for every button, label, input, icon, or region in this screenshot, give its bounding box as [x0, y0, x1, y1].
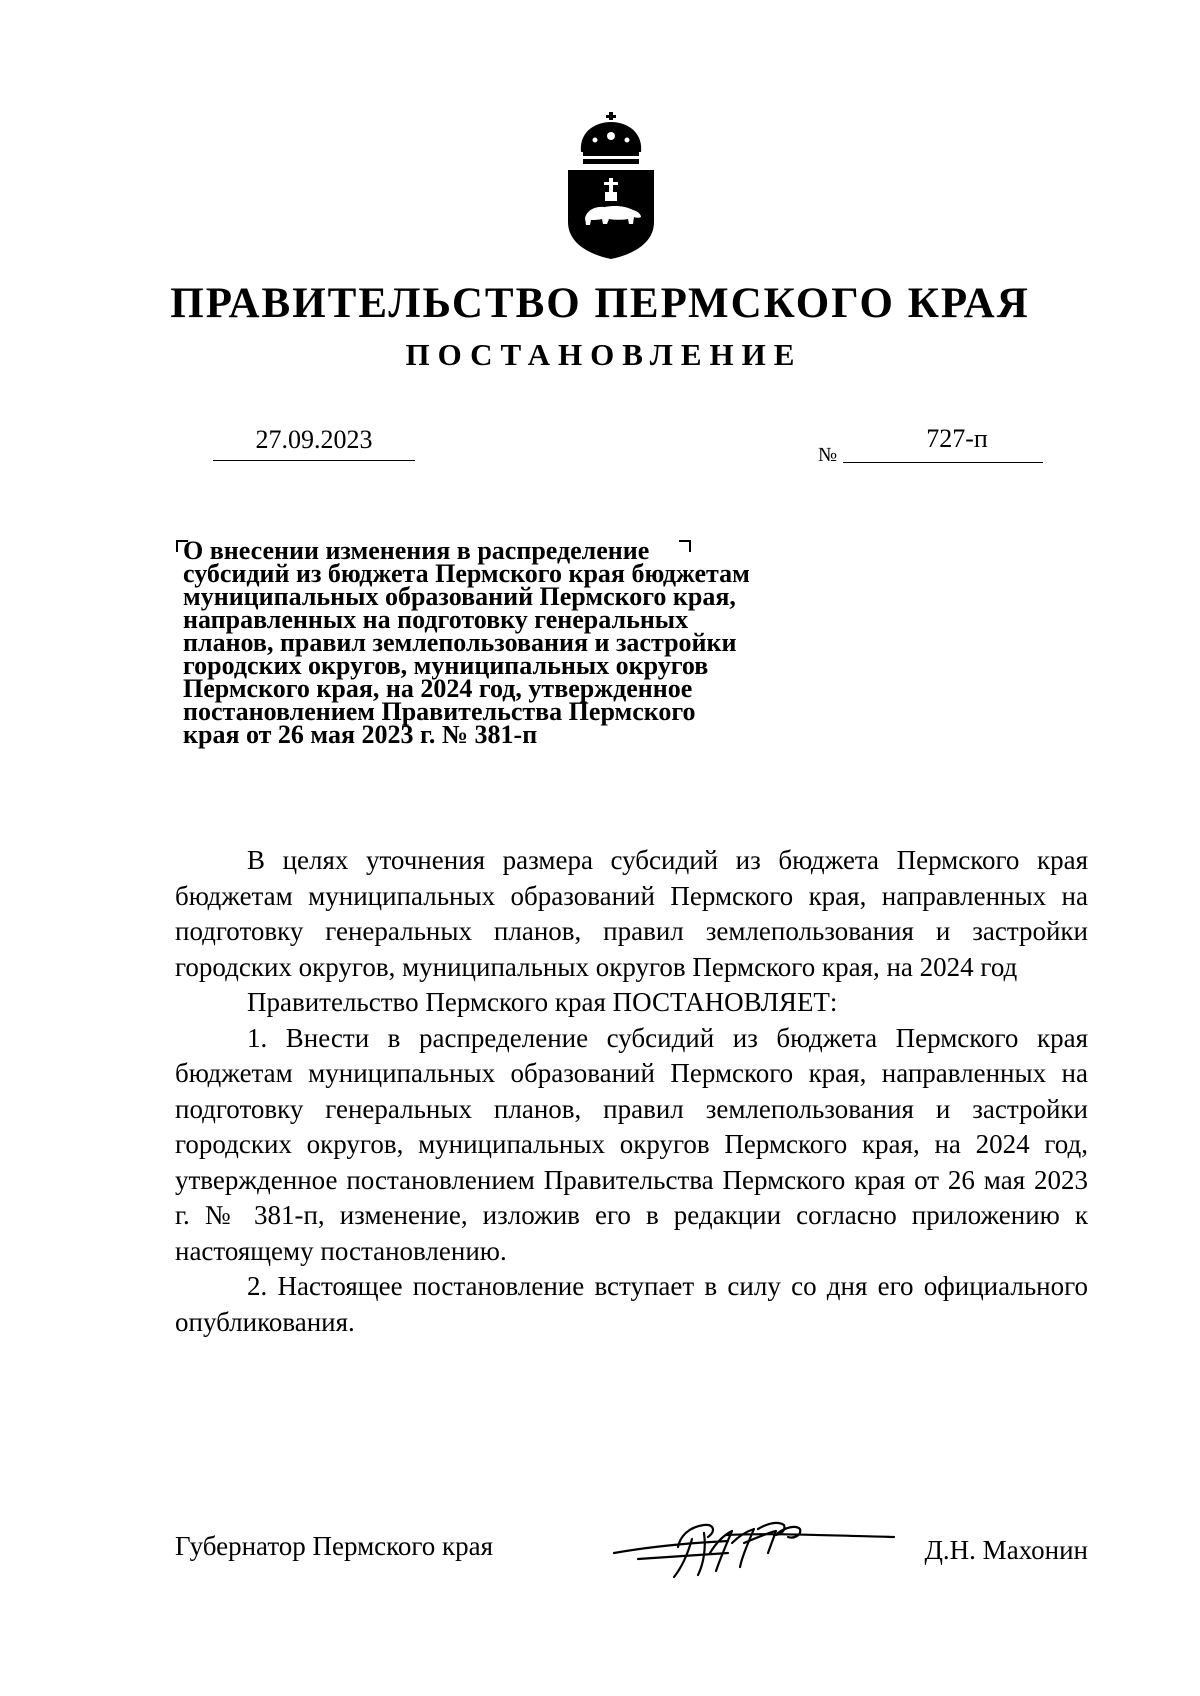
number-sign: № — [818, 444, 838, 466]
document-heading — [183, 536, 823, 749]
document-type: ПОСТАНОВЛЕНИЕ — [405, 337, 803, 372]
signatory-position: Губернатор Пермского края — [175, 1531, 494, 1561]
clause-1-paragraph: 1. Внести в распределение субсидий из бюджета Пермского края бюджетам муниципальных образований Пермского края, направленных на подготовку генеральных планов, правил землепользования и застройки городских округов, муниципальных округов Пермского края, на 2024 год, утвержденное постановлением Правительства Пермского края от 26 мая 2023 г. № 381-п, изменение, изложив его в редакции согласно приложению к настоящему постановлению. — [175, 1022, 1088, 1266]
resolution-statement: Правительство Пермского края ПОСТАНОВЛЯЕТ: — [247, 987, 838, 1017]
heading-line: О внесении изменения в распределение — [183, 536, 650, 565]
heading-line: муниципальных образований Пермского края, — [183, 582, 736, 611]
organization-title: ПРАВИТЕЛЬСТВО ПЕРМСКОГО КРАЯ — [170, 280, 1030, 327]
heading-line: постановлением Правительства Пермского — [183, 697, 696, 726]
heading-line: Пермского края, на 2024 год, утвержденное — [183, 674, 693, 703]
clause-2-paragraph: 2. Настоящее постановление вступает в силу со дня его официального опубликования. — [175, 1271, 1088, 1337]
coat-of-arms-icon — [565, 112, 657, 262]
document-number: 727-п — [843, 422, 1043, 463]
signature-block — [175, 1531, 1088, 1591]
heading-line: направленных на подготовку генеральных — [183, 605, 689, 634]
heading-line: края от 26 мая 2023 г. № 381-п — [183, 720, 538, 749]
heading-line: планов, правил землепользования и застройки — [183, 628, 737, 657]
heading-line: городских округов, муниципальных округов — [183, 651, 709, 680]
document-number-block — [818, 424, 1043, 466]
document-body — [175, 843, 1088, 1340]
handwritten-signature — [608, 1513, 898, 1585]
preamble-paragraph: В целях уточнения размера субсидий из бюджета Пермского края бюджетам муниципальных образований Пермского края, направленных на подготовку генеральных планов, правил землепользования и застройки городских округов, муниципальных округов Пермского края, на 2024 год — [175, 845, 1088, 982]
heading-line: субсидий из бюджета Пермского края бюджетам — [183, 559, 750, 588]
signatory-name: Д.Н. Махонин — [924, 1535, 1088, 1565]
document-date: 27.09.2023 — [213, 426, 415, 461]
